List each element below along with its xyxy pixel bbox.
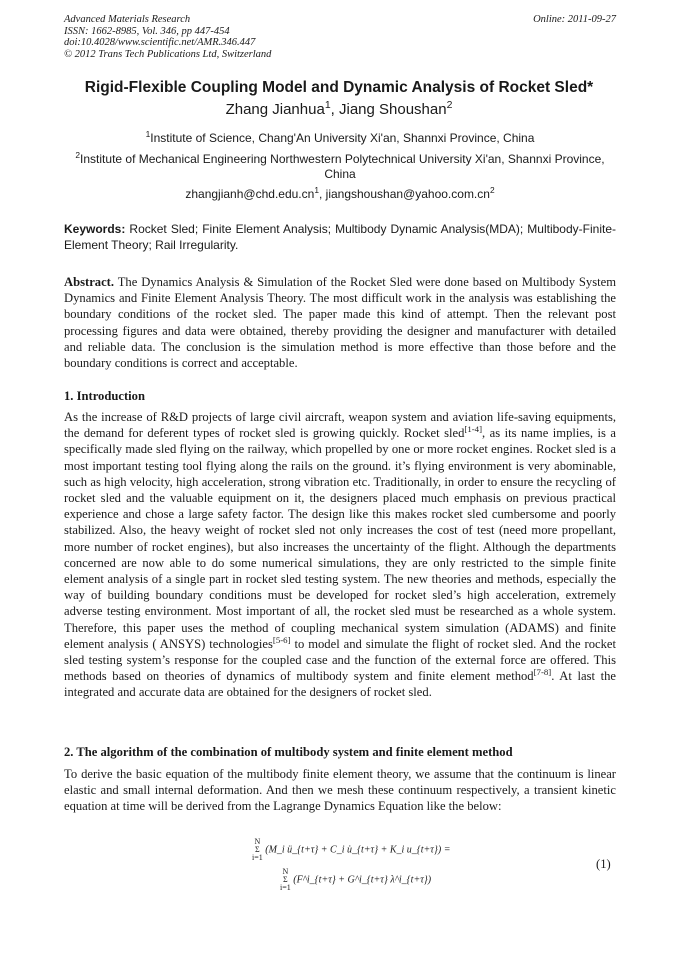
sum-upper: N xyxy=(282,867,289,876)
keywords-label: Keywords: xyxy=(64,222,126,236)
sum-symbol xyxy=(252,838,263,862)
email-mark: 2 xyxy=(489,185,495,195)
affiliation-text: Institute of Mechanical Engineering Northwestern Polytechnical University Xi'an, Shannxi Province, China xyxy=(80,152,605,181)
author-affiliation-mark: 1 xyxy=(324,99,331,111)
sum-sigma: Σ xyxy=(255,845,260,854)
doi-line: doi:10.4028/www.scientific.net/AMR.346.447 xyxy=(64,37,256,48)
abstract-text: The Dynamics Analysis & Simulation of the Rocket Sled were done based on Multibody System Dynamics and Finite Element Analysis Theory. The most difficult work in the analysis was establishing the boundary conditions of the rocket sled. The paper made this kind of attempt. Then the relevant post processing figures and data were obtained, thereby providing the designer and manufacturer with detailed and reliable data. The conclusion is the simulation method is more effective than those before and the boundary conditions is correct and acceptable. xyxy=(64,275,616,371)
citation[interactable]: [7-8] xyxy=(533,667,552,678)
equation-rhs: (F^i_{t+τ} + G^i_{t+τ} λ^i_{t+τ}) xyxy=(293,874,432,886)
email-address[interactable]: jiangshoushan@yahoo.com.cn xyxy=(325,187,490,201)
abstract xyxy=(64,274,616,371)
email-address[interactable]: zhangjianh@chd.edu.cn xyxy=(185,187,315,201)
author-affiliation-mark: 2 xyxy=(446,99,453,111)
sum-lower: i=1 xyxy=(280,883,291,892)
paragraph-text: to model and simulate the flight of rocket sled. And the rocket sled testing system’s response for the coupled case and the function of the external force are offered. This methods based on theories of dynamics of multibody system and finite element method xyxy=(64,636,616,684)
affiliation-1 xyxy=(64,131,616,146)
affiliation-mark: 1 xyxy=(145,129,151,139)
author-separator: , xyxy=(330,101,339,118)
journal-name: Advanced Materials Research xyxy=(64,14,191,25)
section-heading-introduction: 1. Introduction xyxy=(64,389,145,403)
citation[interactable]: [5-6] xyxy=(272,634,291,645)
issn-line: ISSN: 1662-8985, Vol. 346, pp 447-454 xyxy=(64,25,230,37)
sum-lower: i=1 xyxy=(252,853,263,862)
email-separator: , xyxy=(318,187,326,201)
author-name: Jiang Shoushan xyxy=(339,101,447,118)
introduction-paragraph xyxy=(64,409,616,701)
keywords xyxy=(64,221,616,253)
paragraph-text: As the increase of R&D projects of large civil aircraft, weapon system and aviation life-saving equipments, the demand for deferent types of rocket sled is growing quickly. Rocket sled xyxy=(64,410,616,441)
paragraph-text: . At last the integrated and accurate data are obtained for the designers of rocket sled. xyxy=(64,669,617,700)
online-date: Online: 2011-09-27 xyxy=(533,14,616,25)
author-emails xyxy=(64,187,616,202)
author-name: Zhang Jianhua xyxy=(225,101,325,118)
keywords-text: Rocket Sled; Finite Element Analysis; Multibody Dynamic Analysis(MDA); Multibody-Finite-Element Theory; Rail Irregularity. xyxy=(64,222,616,252)
email-mark: 1 xyxy=(314,185,319,195)
equation-number: (1) xyxy=(596,857,611,871)
equation-1 xyxy=(252,838,452,896)
paragraph-text: , as its name implies, is a specifically made sled flying on the railway, which propelled by one or more rocket engines. Rocket sled is a most important testing tool flying along the rails on the ground. it’s flying environment is very abominable, such as high velocity, high acceleration, strong vibration etc. Traditionally, in order to ensure the recycling of rocket sled and the valuable equipment on it, the designers placed much emphasis on previous practical experience and chose a large safety factor. The design like this makes rocket sled cumbersome and poorly stabilized. Also, the heavy weight of rocket sled not only increases the cost of test (need more propellant, more number of rocket engines), but also increases the uncertainty of the flight. Although the departments concerned are now able to do some numerical simulations, they are only restricted to the simple finite element analysis of a single part in rocket sled testing system. The new theories and methods, especially the way of building boundary conditions must be developed for rocket sled’s high acceleration, extremely adverse testing environment. Most important of all, the rocket sled must be researched as a whole system. Therefore, this paper uses the method of coupling mechanical system simulation (ADAMS) and finite element analysis ( ANSYS) technologies xyxy=(64,426,617,651)
paper-title: Rigid-Flexible Coupling Model and Dynamic Analysis of Rocket Sled* xyxy=(84,79,594,96)
citation[interactable]: [1-4] xyxy=(464,424,483,435)
sum-sigma: Σ xyxy=(283,875,288,884)
affiliation-2 xyxy=(64,152,616,182)
sum-upper: N xyxy=(254,837,261,846)
affiliation-text: Institute of Science, Chang'An University Xi'an, Shannxi Province, China xyxy=(150,131,535,145)
section-heading-algorithm: 2. The algorithm of the combination of multibody system and finite element method xyxy=(64,745,513,759)
journal-metadata xyxy=(64,14,616,60)
equation-line-1 xyxy=(252,838,450,862)
algorithm-paragraph: To derive the basic equation of the multibody finite element theory, we assume that the continuum is linear elastic and small internal deformation. And then we mesh these continuum respectively, a transient kinetic equation at time will be derived from the Lagrange Dynamics Equation like the below: xyxy=(64,767,616,814)
author-list xyxy=(40,101,638,118)
copyright-line: © 2012 Trans Tech Publications Ltd, Switzerland xyxy=(64,48,272,60)
equation-lhs: (M_i ü_{t+τ} + C_i u̇_{t+τ} + K_i u_{t+τ}) = xyxy=(265,844,451,856)
affiliation-mark: 2 xyxy=(75,150,81,160)
equation-line-2 xyxy=(280,868,431,892)
abstract-label: Abstract. xyxy=(64,275,115,289)
sum-symbol xyxy=(280,868,291,892)
